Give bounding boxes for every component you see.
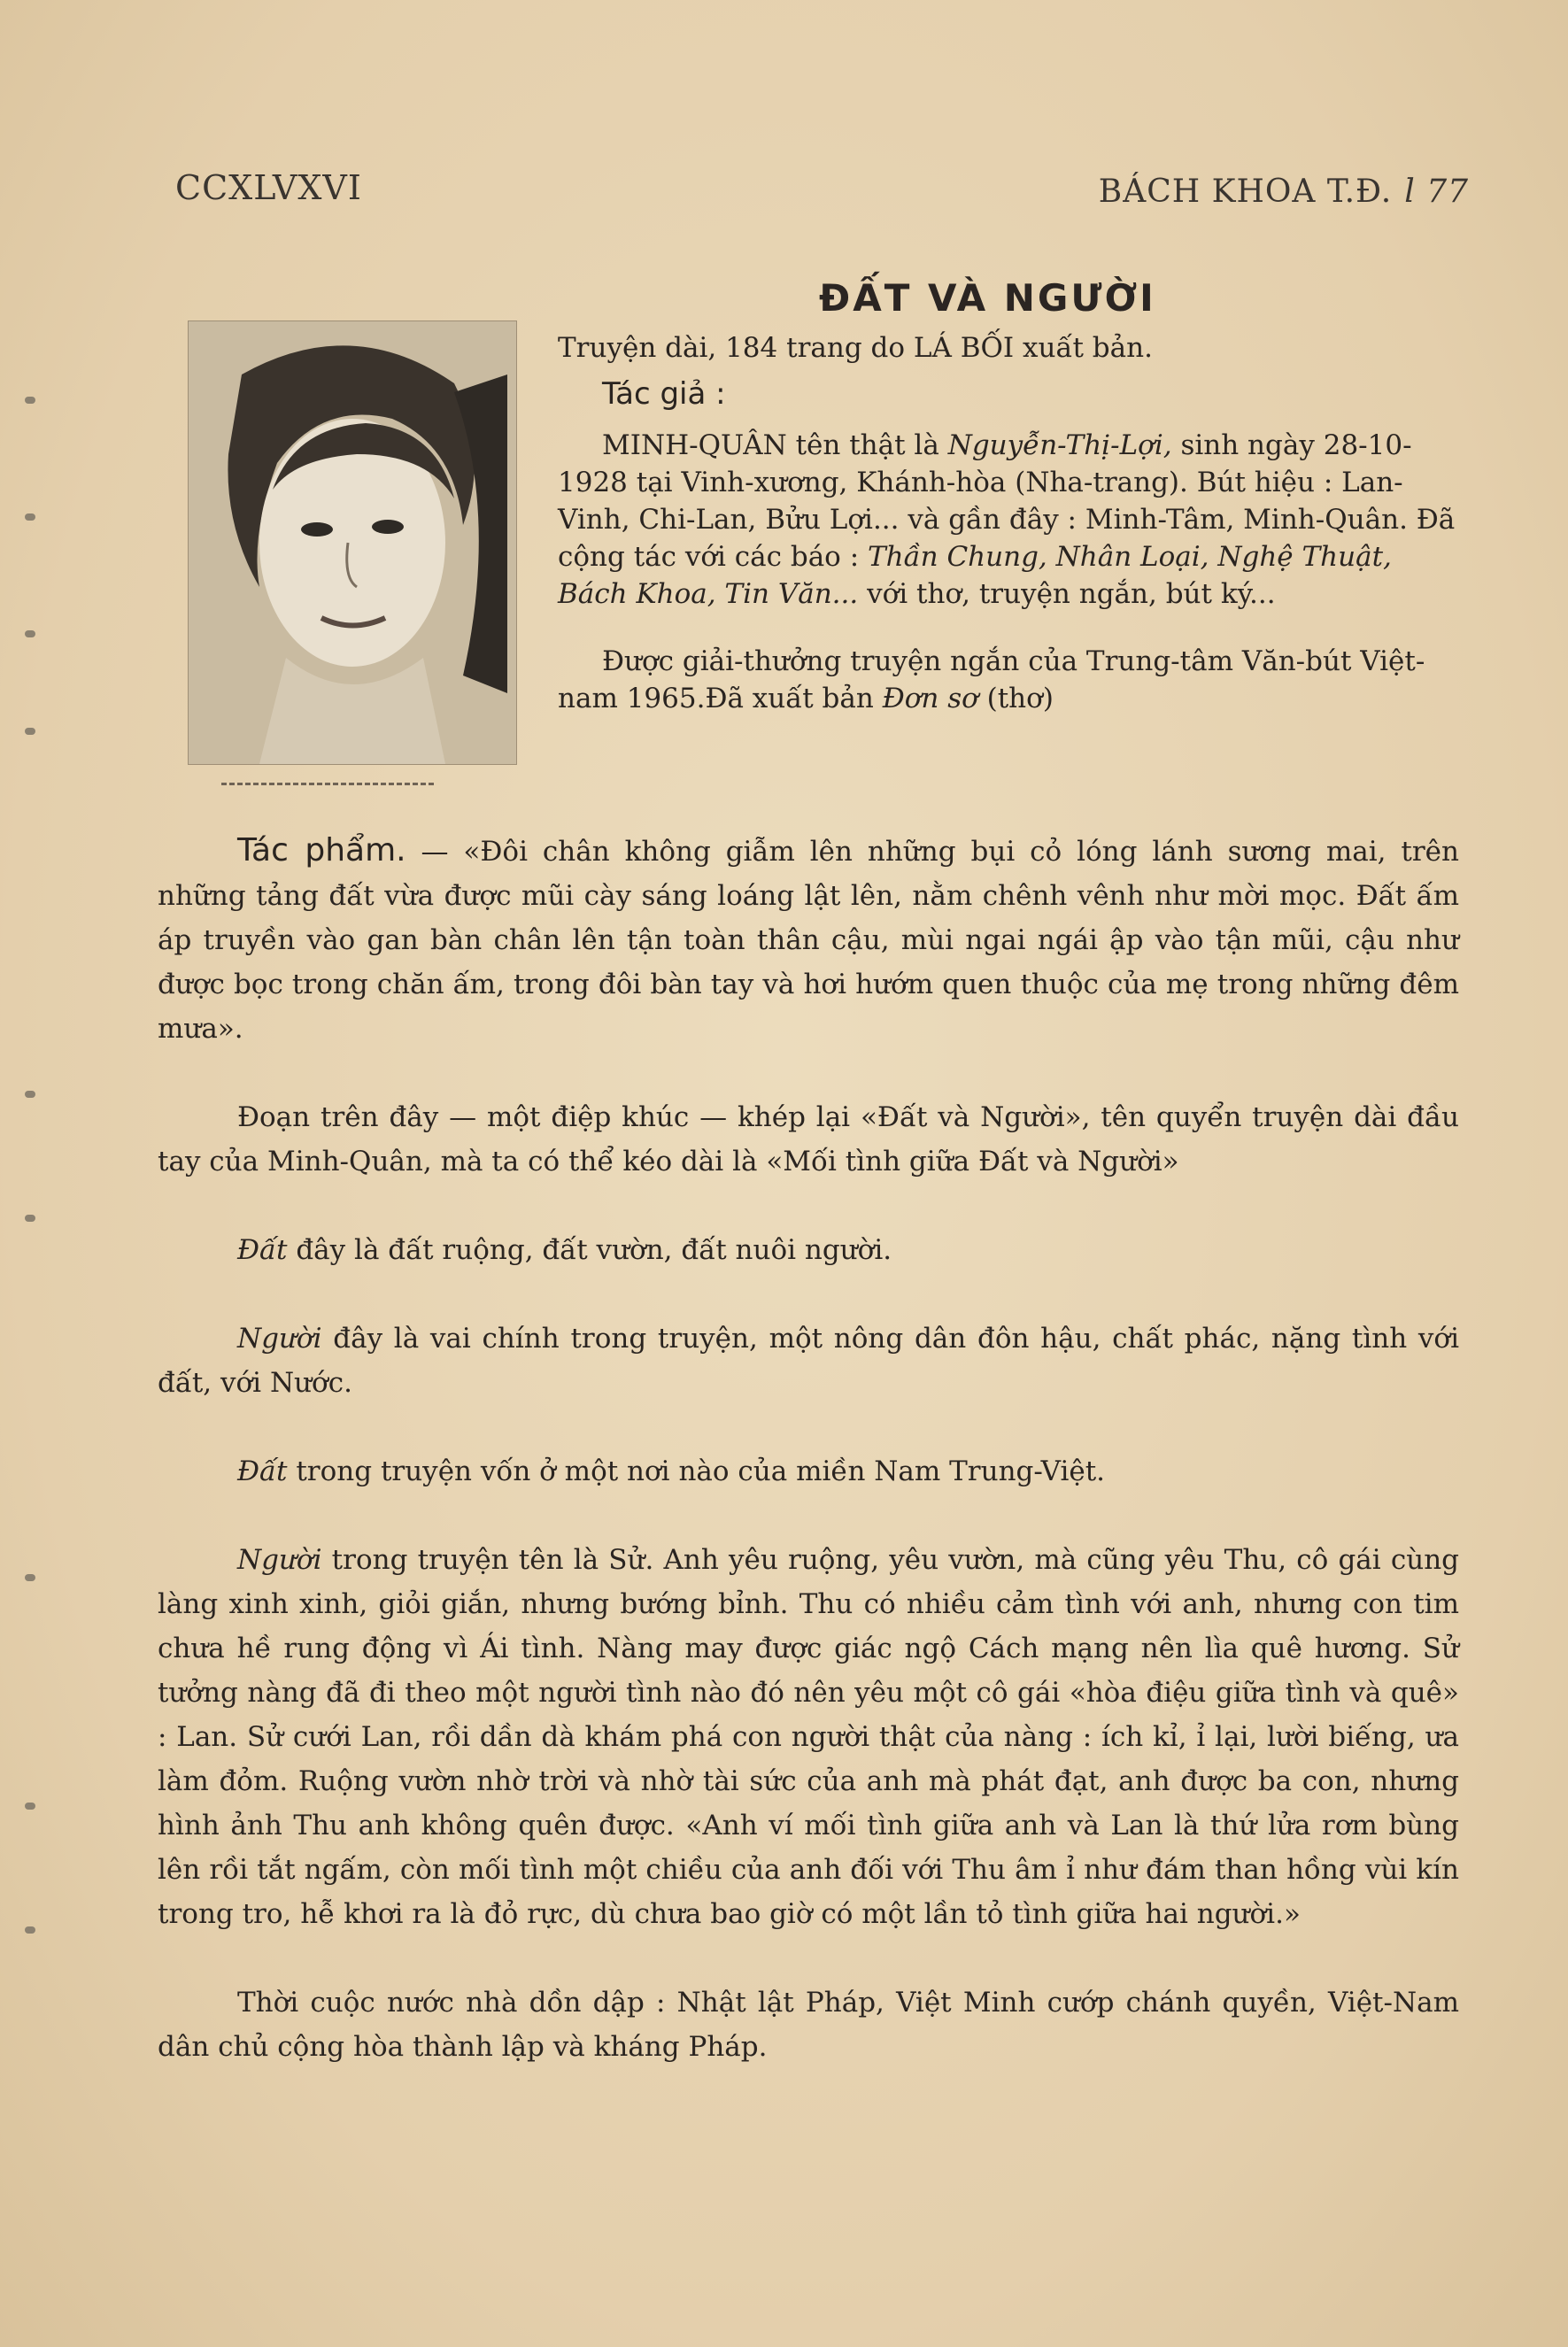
paragraph <box>158 1538 1459 1936</box>
paragraph <box>158 1228 1459 1272</box>
author-bio-text-2: sinh ngày 28-10-1928 tại Vinh-xương, Khánh-hòa (Nha-trang). Bút hiệu : Lan-Vinh, Chi-Lan, Bửu Lợi... và gần đây : Minh-Tâm, Minh-Quân. Đã cộng tác với các báo : <box>558 429 1456 573</box>
binding-hole-mark <box>25 728 35 735</box>
author-prize <box>558 643 1461 717</box>
emphasis: Người <box>237 1323 322 1355</box>
book-info <box>558 329 1461 717</box>
binding-hole-mark <box>25 513 35 521</box>
author-real-name: Nguyễn-Thị-Lợi, <box>947 429 1172 461</box>
review-title: ĐẤT VÀ NGƯỜI <box>819 276 1156 320</box>
review-body <box>158 829 1459 2113</box>
emphasis: Đất <box>237 1234 288 1266</box>
binding-hole-mark <box>25 1803 35 1810</box>
journal-name: BÁCH KHOA T.Đ. <box>1098 174 1393 210</box>
binding-hole-mark <box>25 630 35 637</box>
section-number: CCXLVXVI <box>175 168 362 207</box>
photo-caption-line <box>221 783 434 785</box>
paragraph: Thời cuộc nước nhà dồn dập : Nhật lật Pháp, Việt Minh cướp chánh quyền, Việt-Nam dân chủ cộng hòa thành lập và kháng Pháp. <box>158 1987 1459 2063</box>
paragraph-text: — «Đôi chân không giẫm lên những bụi cỏ lóng lánh sương mai, trên những tảng đất vừa được mũi cày sáng loáng lật lên, nằm chênh vênh như mời mọc. Đất ấm áp truyền vào gan bàn chân lên tận toàn thân cậu, mùi ngai ngái ập vào tận mũi, cậu như được bọc trong chăn ấm, trong đôi bàn tay và hơi hướm quen thuộc của mẹ trong những đêm mưa». <box>158 836 1459 1045</box>
journal-list: Thần Chung, Nhân Loại, Nghệ Thuật, Bách Khoa, Tin Văn... <box>558 541 1392 610</box>
running-header <box>1099 174 1469 210</box>
paragraph <box>158 1449 1459 1494</box>
author-bio-text-3: với thơ, truyện ngắn, bút ký... <box>858 578 1276 610</box>
author-bio <box>558 427 1461 613</box>
prize-work: Đơn sơ <box>882 683 978 714</box>
binding-hole-mark <box>25 1215 35 1222</box>
paragraph <box>158 1316 1459 1405</box>
portrait-image <box>189 321 516 764</box>
paragraph: Đoạn trên đây — một điệp khúc — khép lại «Đất và Người», tên quyển truyện dài đầu tay của Minh-Quân, mà ta có thể kéo dài là «Mối tình giữa Đất và Người» <box>158 1101 1459 1177</box>
binding-hole-mark <box>25 397 35 404</box>
author-name: MINH-QUÂN <box>602 429 787 461</box>
paragraph-text: trong truyện tên là Sử. Anh yêu ruộng, yêu vườn, mà cũng yêu Thu, cô gái cùng làng xinh xinh, giỏi giắn, nhưng bướng bỉnh. Thu có nhiều cảm tình với anh, nhưng con tim chưa hề rung động vì Ái tình. Nàng may được giác ngộ Cách mạng nên lìa quê hương. Sử tưởng nàng đã đi theo một người tình nào đó nên yêu một cô gái «hòa điệu giữa tình và quê» : Lan. Sử cưới Lan, rồi dần dà khám phá con người thật của nàng : ích kỉ, ỉ lại, lười biếng, ưa làm đỏm. Ruộng vườn nhờ trời và nhờ tài sức của anh mà phát đạt, anh được ba con, nhưng hình ảnh Thu anh không quên được. «Anh ví mối tình giữa anh và Lan là thứ lửa rơm bùng lên rồi tắt ngấm, còn mối tình một chiều của anh đối với Thu âm ỉ như đám than hồng vùi kín trong tro, hễ khơi ra là đỏ rực, dù chưa bao giờ có một lần tỏ tình giữa hai người.» <box>158 1544 1459 1930</box>
prize-text: Được giải-thưởng truyện ngắn của Trung-tâm Văn-bút Việt-nam 1965.Đã xuất bản <box>558 645 1425 714</box>
author-portrait <box>188 320 517 765</box>
paragraph-text: trong truyện vốn ở một nơi nào của miền Nam Trung-Việt. <box>287 1455 1106 1487</box>
binding-hole-mark <box>25 1574 35 1581</box>
paragraph-text: đây là đất ruộng, đất vườn, đất nuôi người. <box>287 1234 892 1266</box>
prize-text-2: (thơ) <box>977 683 1054 714</box>
paragraph <box>158 829 1459 1051</box>
page-number: l 77 <box>1404 174 1469 210</box>
section-lead: Tác phẩm. <box>237 832 406 869</box>
binding-hole-mark <box>25 1091 35 1098</box>
emphasis: Người <box>237 1544 322 1576</box>
emphasis: Đất <box>237 1455 288 1487</box>
author-heading: Tác giả : <box>602 376 726 412</box>
binding-hole-mark <box>25 1926 35 1934</box>
publication-info: Truyện dài, 184 trang do LÁ BỐI xuất bản. <box>558 332 1153 364</box>
paragraph-text: đây là vai chính trong truyện, một nông dân đôn hậu, chất phác, nặng tình với đất, với Nước. <box>158 1323 1459 1399</box>
author-bio-text: tên thật là <box>786 429 948 461</box>
